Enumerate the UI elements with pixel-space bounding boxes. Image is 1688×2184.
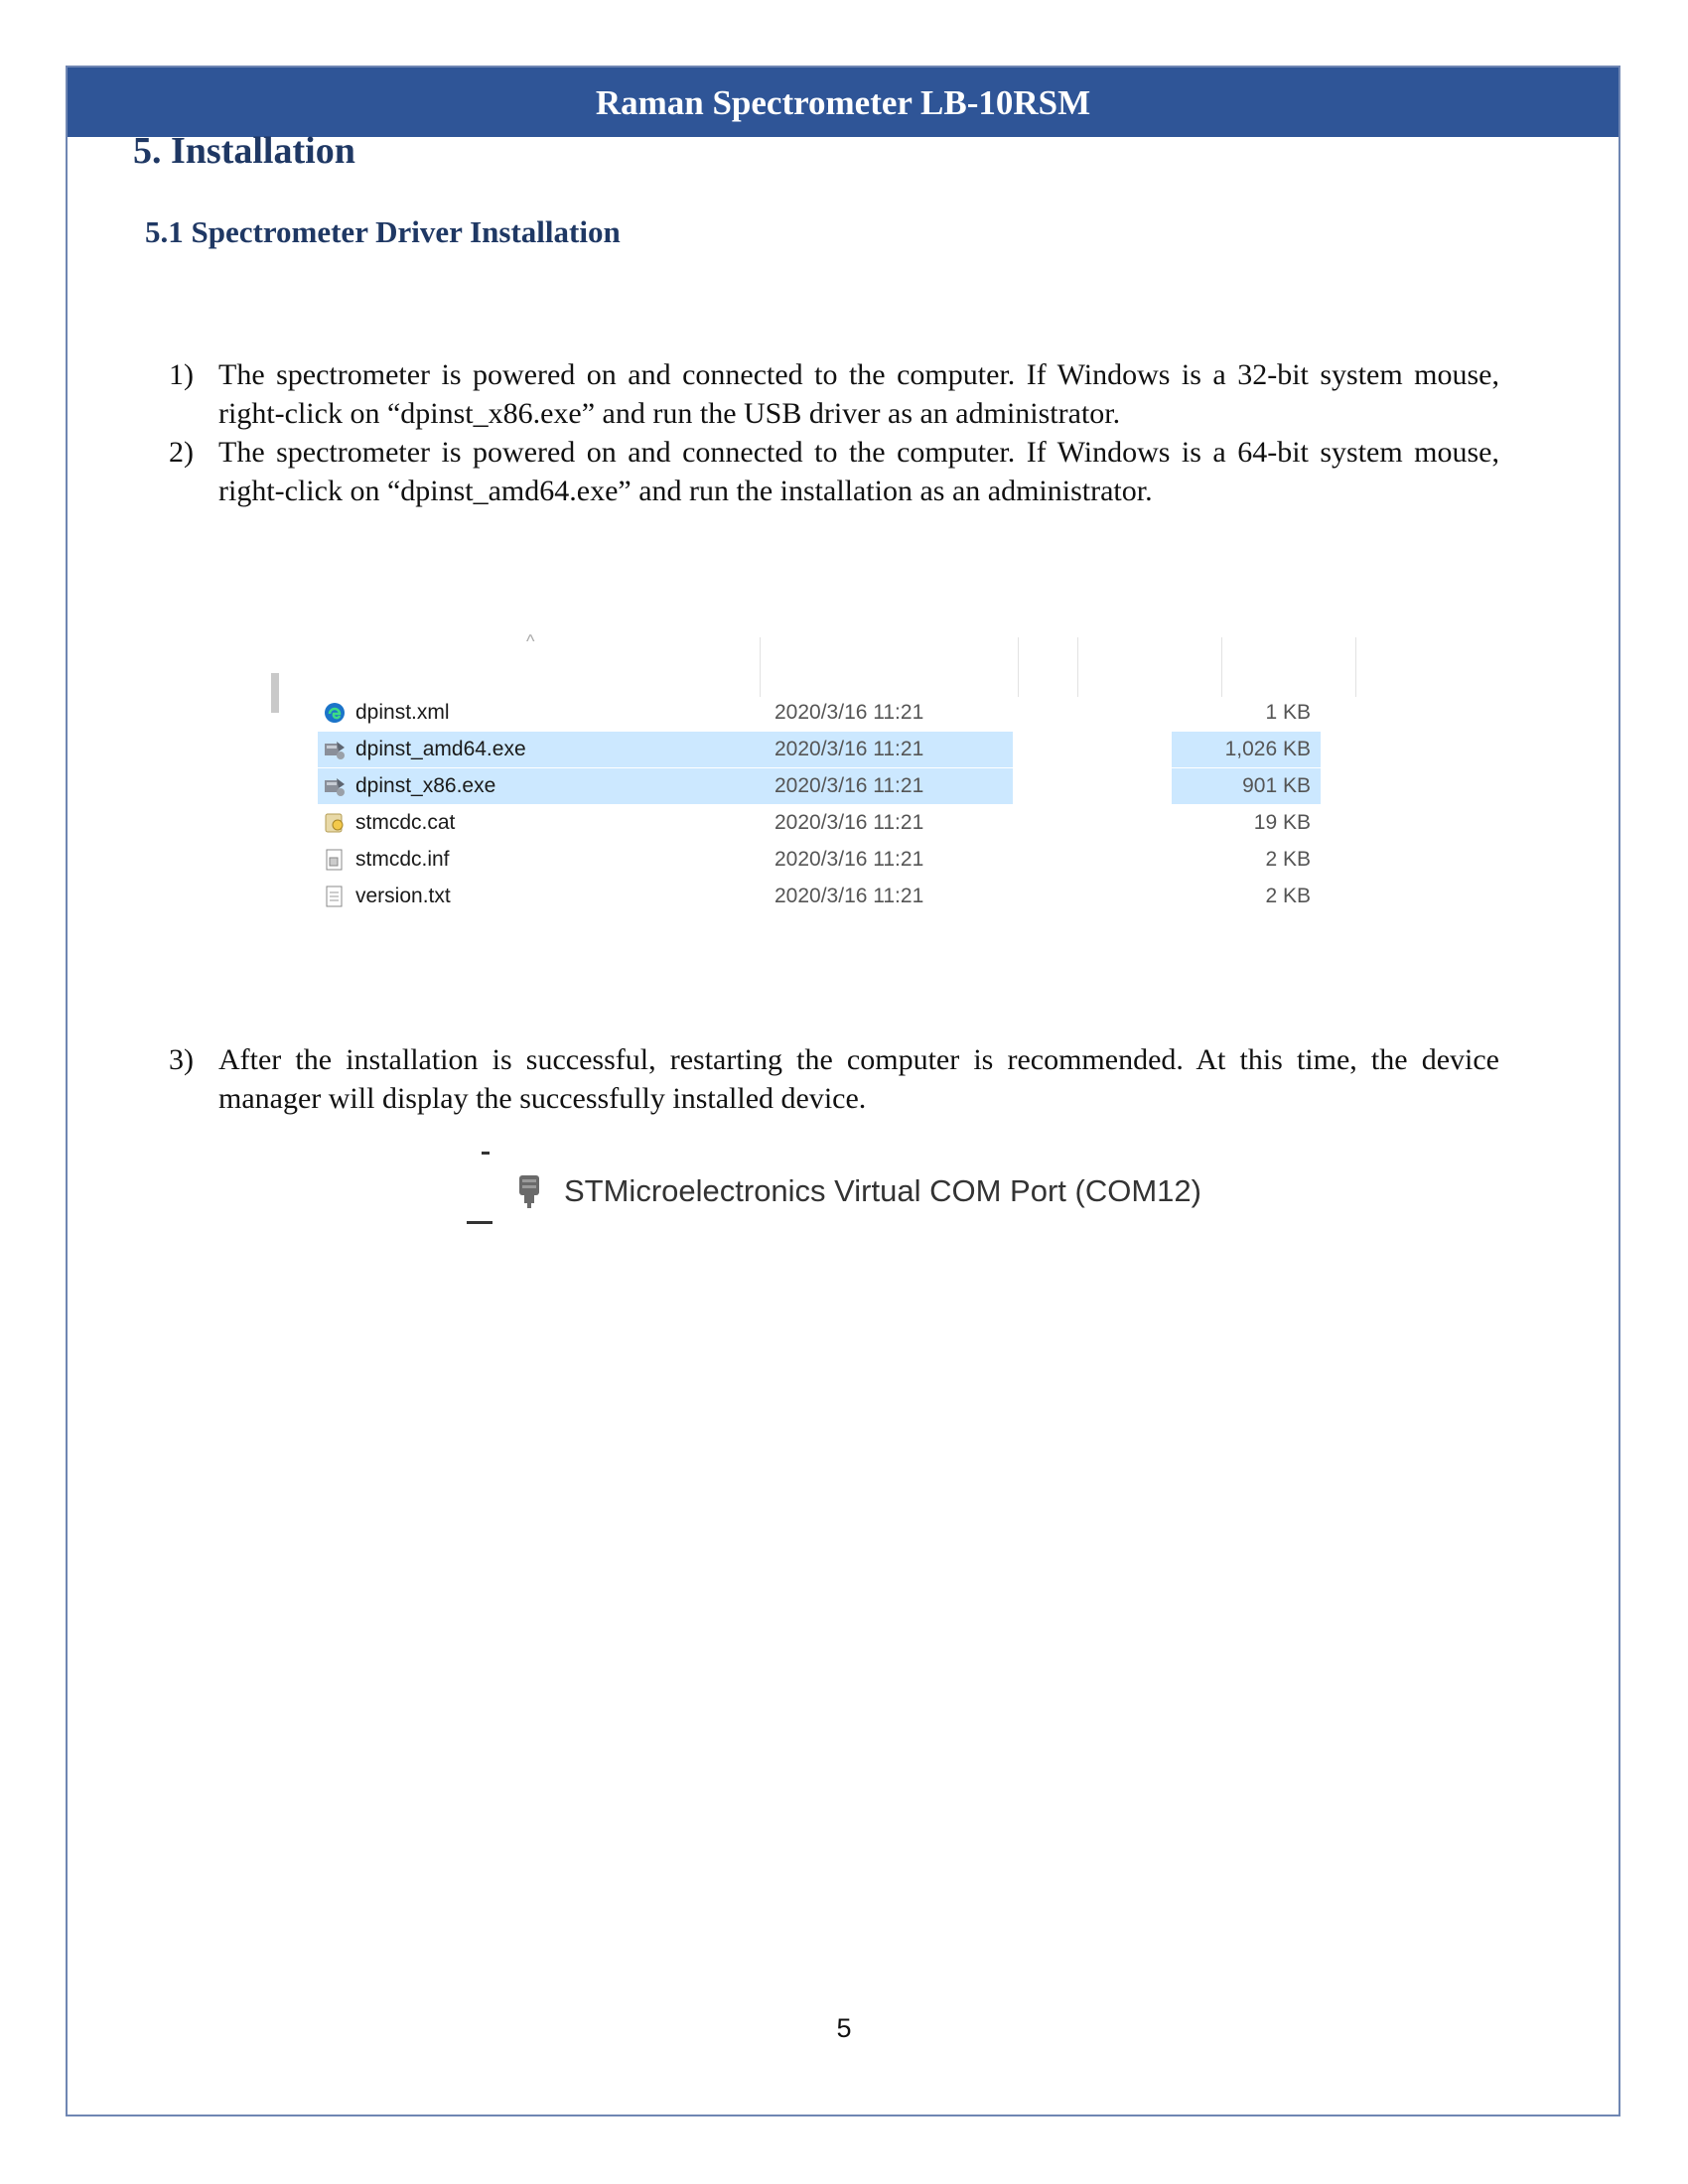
column-divider	[760, 637, 761, 697]
page-number: 5	[836, 2013, 852, 2043]
file-row[interactable]	[318, 695, 1321, 731]
usb-port-icon	[516, 1173, 542, 1209]
sort-caret-icon: ^	[526, 631, 535, 651]
setup-info-icon	[323, 848, 347, 872]
steps-list-bottom	[169, 1040, 1499, 1118]
column-header	[263, 631, 1365, 691]
step-number: 2)	[169, 436, 194, 469]
column-divider	[1355, 637, 1356, 697]
device-label: STMicroelectronics Virtual COM Port (COM12)	[564, 1173, 1201, 1208]
file-explorer-screenshot	[263, 631, 1365, 959]
installer-exe-icon	[323, 774, 347, 798]
column-divider	[1077, 637, 1078, 697]
file-name: dpinst_amd64.exe	[355, 738, 526, 760]
selection-gap	[1013, 768, 1172, 804]
file-date: 2020/3/16 11:21	[774, 885, 924, 907]
installer-exe-icon	[323, 738, 347, 761]
file-row[interactable]	[318, 842, 1321, 878]
column-divider	[1221, 637, 1222, 697]
security-catalog-icon	[323, 811, 347, 835]
file-size: 2 KB	[1265, 885, 1311, 907]
file-row[interactable]	[318, 805, 1321, 841]
selection-gap	[1013, 732, 1172, 767]
document-title: Raman Spectrometer LB-10RSM	[595, 83, 1091, 122]
file-row[interactable]	[318, 768, 1321, 804]
tree-line	[482, 1152, 490, 1155]
file-name: dpinst.xml	[355, 701, 450, 724]
file-date: 2020/3/16 11:21	[774, 738, 924, 760]
subsection-heading: 5.1 Spectrometer Driver Installation	[145, 214, 621, 249]
step-text: The spectrometer is powered on and connected to the computer. If Windows is a 64-bit system mouse, right-click on “dpinst_amd64.exe” and run the installation as an administrator.	[218, 436, 1499, 507]
file-row[interactable]	[318, 879, 1321, 914]
file-date: 2020/3/16 11:21	[774, 701, 924, 724]
step-text: After the installation is successful, restarting the computer is recommended. At this time, the device manager will display the successfully installed device.	[218, 1043, 1499, 1115]
file-name: stmcdc.cat	[355, 811, 456, 834]
file-date: 2020/3/16 11:21	[774, 811, 924, 834]
file-size: 1,026 KB	[1224, 738, 1311, 760]
text-file-icon	[323, 885, 347, 908]
device-manager-entry[interactable]	[467, 1152, 1221, 1241]
file-size: 901 KB	[1242, 774, 1311, 797]
file-date: 2020/3/16 11:21	[774, 774, 924, 797]
step-1	[169, 355, 1499, 433]
file-size: 2 KB	[1265, 848, 1311, 871]
header-banner	[68, 68, 1618, 137]
section-heading: 5. Installation	[133, 130, 355, 172]
step-2	[169, 433, 1499, 510]
file-size: 1 KB	[1265, 701, 1311, 724]
file-name: version.txt	[355, 885, 451, 907]
step-number: 3)	[169, 1043, 194, 1076]
edge-xml-icon	[323, 701, 347, 725]
step-number: 1)	[169, 358, 194, 391]
scrollbar[interactable]	[271, 673, 279, 713]
file-name: dpinst_x86.exe	[355, 774, 496, 797]
column-divider	[1018, 637, 1019, 697]
file-row[interactable]	[318, 732, 1321, 767]
step-text: The spectrometer is powered on and connected to the computer. If Windows is a 32-bit system mouse, right-click on “dpinst_x86.exe” and run the USB driver as an administrator.	[218, 358, 1499, 430]
file-name: stmcdc.inf	[355, 848, 450, 871]
step-3	[169, 1040, 1499, 1118]
tree-line	[467, 1221, 492, 1224]
file-size: 19 KB	[1253, 811, 1311, 834]
steps-list-top	[169, 355, 1499, 510]
file-date: 2020/3/16 11:21	[774, 848, 924, 871]
